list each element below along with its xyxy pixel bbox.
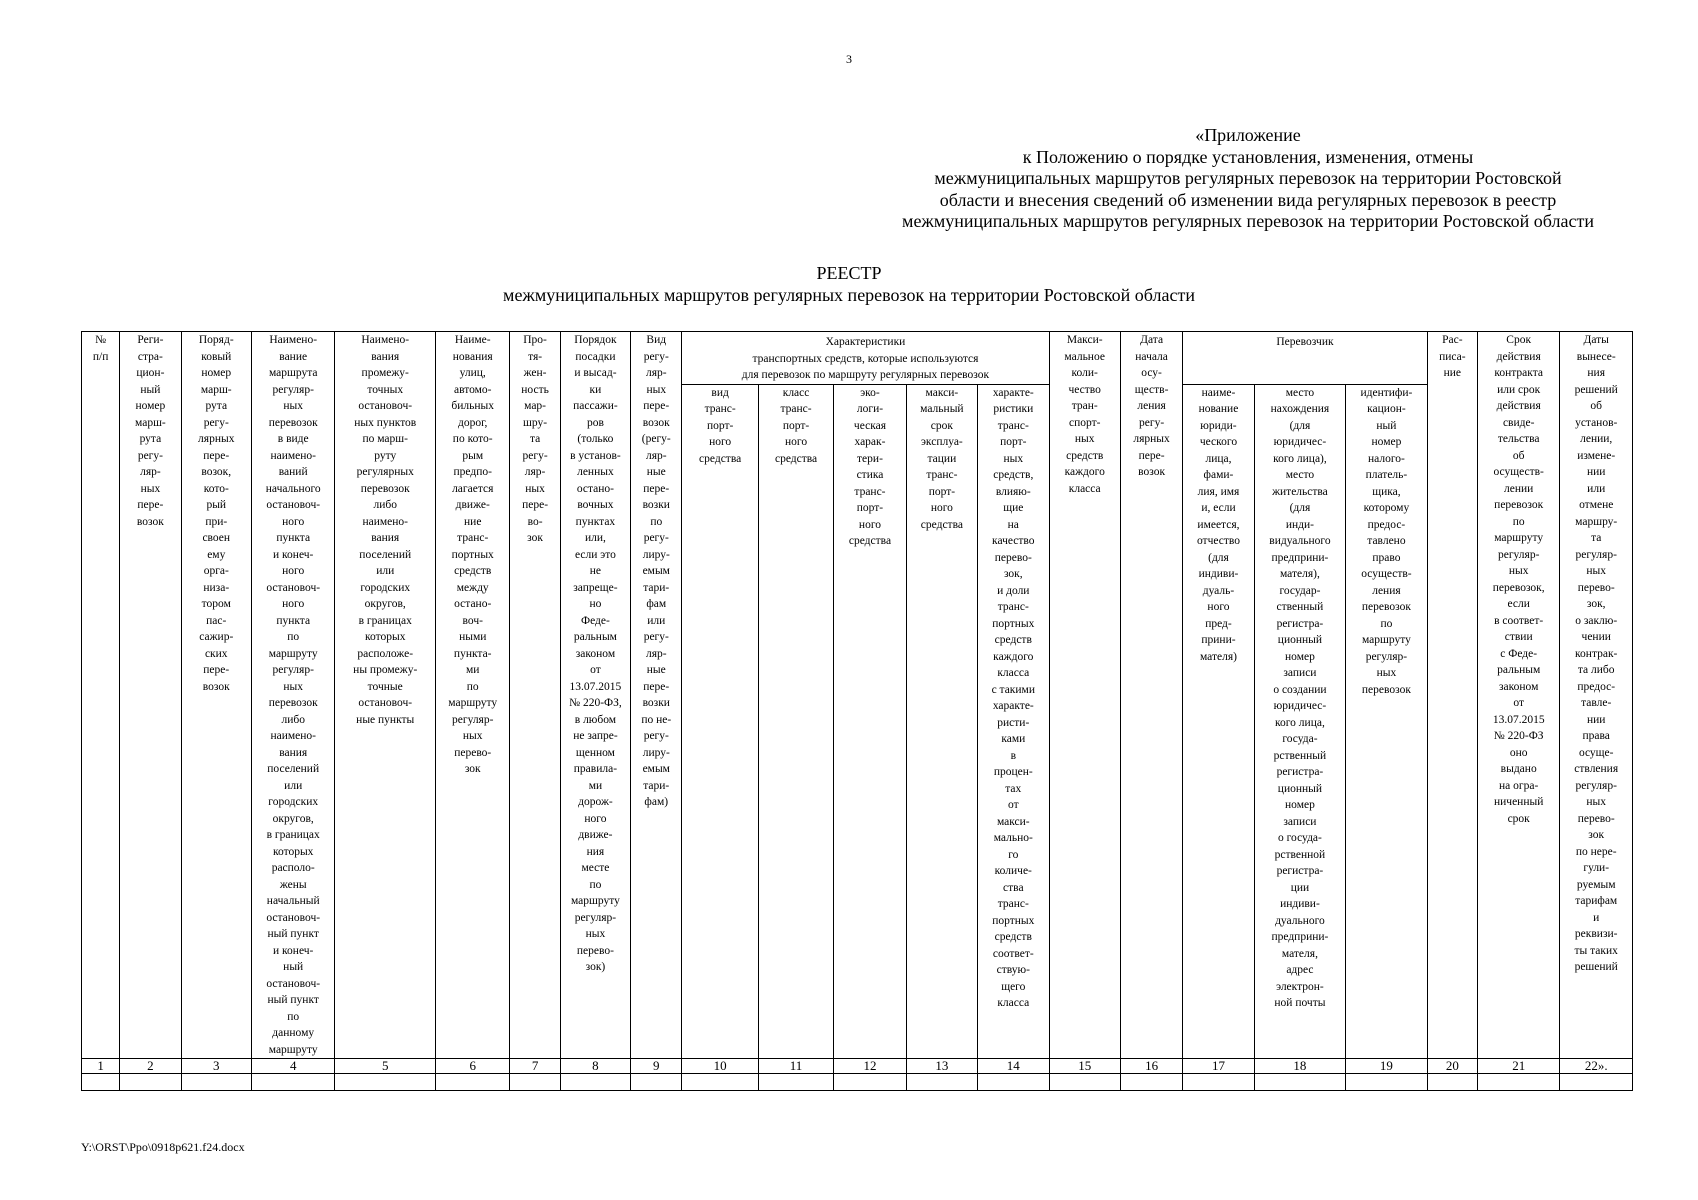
header-cell-registration-number: Реги- стра- цион- ный номер марш- рута регу- ляр- ных пере- возок (120, 332, 181, 1059)
column-number-row (82, 1059, 1633, 1074)
column-number: 1 (82, 1059, 120, 1074)
header-cell-max-service-life: макси- мальный срок эксплуа- тации транс- порт- ного средства (906, 384, 977, 1059)
appendix-line: «Приложение (1195, 125, 1301, 145)
empty-cell (631, 1074, 682, 1091)
header-cell-number: № п/п (82, 332, 120, 1059)
appendix-line: к Положению о порядке установления, изменения, отмены (1022, 146, 1474, 167)
empty-cell (978, 1074, 1049, 1091)
column-number: 15 (1049, 1059, 1120, 1074)
empty-cell (1254, 1074, 1346, 1091)
header-group-carrier: Перевозчик (1183, 332, 1427, 385)
empty-cell (1120, 1074, 1182, 1091)
header-cell-contract-term: Срок действия контракта или срок действия свиде- тельства об осуществ- лении перевозок по маршруту регуляр- ных перевозок, если в соответ- ствии с Феде- ральным законом от 13.07.2015 № 220-ФЗ оно выдано на огра- ниченный срок (1477, 332, 1559, 1059)
registry-title-block (0, 262, 1698, 306)
column-number: 21 (1477, 1059, 1559, 1074)
empty-cell (510, 1074, 560, 1091)
empty-cell (335, 1074, 436, 1091)
header-cell-ecological-characteristic: эко- логи- ческая харак- тери- стика транс- порт- ного средства (834, 384, 906, 1059)
header-cell-vehicle-class: класс транс- порт- ного средства (758, 384, 833, 1059)
empty-cell (1427, 1074, 1477, 1091)
empty-cell (181, 1074, 251, 1091)
header-cell-transport-type: Вид регу- ляр- ных пере- возок (регу- ляр- ные пере- возки по регу- лиру- емым тари- фам или регу- ляр- ные пере- возки по не- регу- лиру- емым тари- фам) (631, 332, 682, 1059)
column-number: 17 (1183, 1059, 1254, 1074)
header-cell-route-name: Наимено- вание маршрута регуляр- ных перевозок в виде наимено- ваний начального остановоч- ного пункта и конеч- ного остановоч- ного пункта по маршруту регуляр- ных перевозок либо наимено- вания поселений или городских округов, в границах которых располо- жены начальный остановоч- ный пункт и конеч- ный остановоч- ный пункт по данному маршруту (251, 332, 334, 1059)
column-number: 16 (1120, 1059, 1182, 1074)
empty-cell (560, 1074, 630, 1091)
appendix-line: области и внесения сведений об изменении вида регулярных перевозок в реестр (939, 189, 1557, 210)
column-number: 9 (631, 1059, 682, 1074)
header-cell-carrier-inn: идентифи- кацион- ный номер налого- платель- щика, которому предос- тавлено право осуществ- ления перевозок по маршруту регуляр- ных перевозок (1346, 384, 1427, 1059)
empty-cell (834, 1074, 906, 1091)
header-cell-route-length: Про- тя- жен- ность мар- шру- та регу- ляр- ных пере- во- зок (510, 332, 560, 1059)
header-cell-intermediate-stops: Наимено- вания промежу- точных остановоч- ных пунктов по марш- руту регулярных перевозок либо наимено- вания поселений или городских округов, в границах которых расположе- ны промежу- точные остановоч- ные пункты (335, 332, 436, 1059)
header-cell-sequence-number: Поряд- ковый номер марш- рута регу- лярных пере- возок, кото- рый при- своен ему орга- низа- тором пас- сажир- ских пере- возок (181, 332, 251, 1059)
file-path-footer: Y:\ORST\Ppo\0918p621.f24.docx (81, 1140, 245, 1154)
column-number: 14 (978, 1059, 1049, 1074)
column-number: 3 (181, 1059, 251, 1074)
empty-cell (1049, 1074, 1120, 1091)
empty-cell (251, 1074, 334, 1091)
header-cell-boarding-order: Порядок посадки и высад- ки пассажи- ров (только в установ- ленных остано- вочных пунктах или, если это не запреще- но Феде- ральным законом от 13.07.2015 № 220-ФЗ, в любом не запре- щенном правила- ми дорож- ного движе- ния месте по маршруту регуляр- ных перево- зок) (560, 332, 630, 1059)
empty-cell (120, 1074, 181, 1091)
column-number: 7 (510, 1059, 560, 1074)
column-number: 12 (834, 1059, 906, 1074)
empty-data-row (82, 1074, 1633, 1091)
registry-subtitle: межмуниципальных маршрутов регулярных перевозок на территории Ростовской области (503, 285, 1195, 305)
header-cell-quality-characteristics: характе- ристики транс- порт- ных средств, влияю- щие на качество перево- зок, и доли транс- портных средств каждого класса с такими характе- ристи- ками в процен- тах от макси- мально- го количе- ства транс- портных средств соответ- ствую- щего класса (978, 384, 1049, 1059)
header-group-vehicle-characteristics: Характеристики транспортных средств, которые используются для перевозок по маршруту регулярных перевозок (682, 332, 1049, 385)
empty-cell (1346, 1074, 1427, 1091)
column-number: 6 (436, 1059, 510, 1074)
page-number: 3 (846, 52, 852, 66)
header-cell-start-date: Дата начала осу- ществ- ления регу- лярных пере- возок (1120, 332, 1182, 1059)
column-number: 2 (120, 1059, 181, 1074)
column-number: 8 (560, 1059, 630, 1074)
column-number: 10 (682, 1059, 758, 1074)
appendix-header (780, 125, 1698, 233)
header-cell-carrier-address: место нахождения (для юридичес- кого лица), место жительства (для инди- видуального предприни- мателя), государ- ственный регистра- ционный номер записи о создании юридичес- кого лица, госуда- рственный регистра- ционный номер записи о госуда- рственной регистра- ции индиви- дуального предприни- мателя, адрес электрон- ной почты (1254, 384, 1346, 1059)
column-number: 11 (758, 1059, 833, 1074)
header-cell-streets: Наиме- нования улиц, автомо- бильных дорог, по кото- рым предпо- лагается движе- ние транс- портных средств между остано- воч- ными пункта- ми по маршруту регуляр- ных перево- зок (436, 332, 510, 1059)
header-cell-max-vehicles: Макси- мальное коли- чество тран- спорт- ных средств каждого класса (1049, 332, 1120, 1059)
empty-cell (1560, 1074, 1633, 1091)
empty-cell (758, 1074, 833, 1091)
registry-title: РЕЕСТР (816, 263, 882, 283)
header-cell-carrier-name: наиме- нование юриди- ческого лица, фами- лия, имя и, если имеется, отчество (для индиви- дуаль- ного пред- прини- мателя) (1183, 384, 1254, 1059)
empty-cell (82, 1074, 120, 1091)
registry-table (81, 331, 1633, 1091)
column-number: 18 (1254, 1059, 1346, 1074)
column-number: 5 (335, 1059, 436, 1074)
column-number: 13 (906, 1059, 977, 1074)
empty-cell (1477, 1074, 1559, 1091)
empty-cell (436, 1074, 510, 1091)
appendix-line: межмуниципальных маршрутов регулярных перевозок на территории Ростовской (934, 168, 1562, 188)
header-cell-vehicle-type: вид транс- порт- ного средства (682, 384, 758, 1059)
column-number: 22». (1560, 1059, 1633, 1074)
empty-cell (906, 1074, 977, 1091)
header-cell-schedule: Рас- писа- ние (1427, 332, 1477, 1059)
empty-cell (682, 1074, 758, 1091)
header-cell-decision-dates: Даты вынесе- ния решений об установ- лении, измене- нии или отмене маршру- та регуляр- ных перево- зок, о заклю- чении контрак- та либо предос- тавле- нии права осуще- ствления регуляр- ных перево- зок по нере- гули- руемым тарифам и реквизи- ты таких решений (1560, 332, 1633, 1059)
appendix-line: межмуниципальных маршрутов регулярных перевозок на территории Ростовской области (902, 211, 1594, 231)
column-number: 4 (251, 1059, 334, 1074)
column-number: 20 (1427, 1059, 1477, 1074)
empty-cell (1183, 1074, 1254, 1091)
column-number: 19 (1346, 1059, 1427, 1074)
